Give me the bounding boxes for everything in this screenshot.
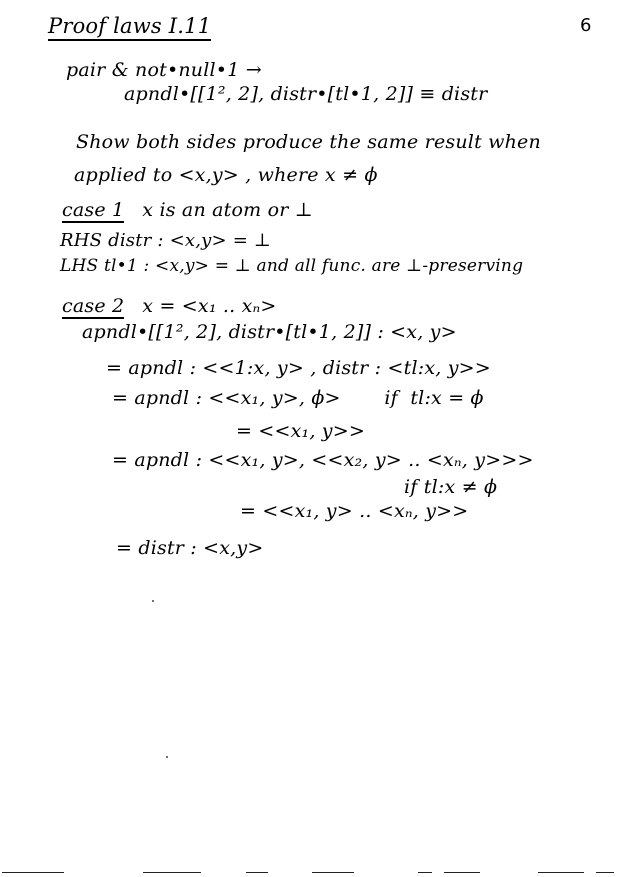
case-2-step: = apndl : <<x₁, y>, ϕ> if tl:x = ϕ <box>112 387 484 409</box>
case-2-label: case 2 <box>62 295 125 317</box>
intro-line-2: applied to <x,y> , where x ≠ ϕ <box>74 164 378 186</box>
case-1-lhs: LHS tl•1 : <x,y> = ⊥ and all func. are ⊥-preserving <box>60 256 524 276</box>
case-2-conclusion: = distr : <x,y> <box>116 537 264 559</box>
ink-speck <box>166 756 168 758</box>
scan-edge-mark <box>246 872 268 873</box>
case-1-condition: x is an atom or ⊥ <box>142 199 313 221</box>
case-2-step: = <<x₁, y>> <box>236 420 365 442</box>
case-1-rhs: RHS distr : <x,y> = ⊥ <box>60 230 272 251</box>
case-2-step: = apndl : <<1:x, y> , distr : <tl:x, y>> <box>106 357 491 379</box>
case-2-condition: x = <x₁ .. xₙ> <box>142 295 277 317</box>
case-1-heading <box>62 198 313 222</box>
law-equation: apndl•[[1², 2], distr•[tl•1, 2]] ≡ distr <box>124 83 488 105</box>
law-premise: pair & not•null•1 → <box>66 59 262 81</box>
page-number: 6 <box>580 15 592 36</box>
case-2-condition-note: if tl:x ≠ ϕ <box>404 476 498 498</box>
intro-line-1: Show both sides produce the same result when <box>76 131 541 153</box>
page-title: Proof laws I.11 <box>48 14 211 41</box>
ink-speck <box>152 600 154 602</box>
case-2-step: = <<x₁, y> .. <xₙ, y>> <box>240 500 469 522</box>
scan-edge-mark <box>418 872 432 873</box>
case-2-heading <box>62 294 277 318</box>
scan-edge-mark <box>538 872 584 873</box>
scan-edge-mark <box>596 872 614 873</box>
scan-edge-mark <box>444 872 480 873</box>
scan-edge-mark <box>312 872 354 873</box>
scan-edge-mark <box>2 872 64 873</box>
case-1-label: case 1 <box>62 199 125 221</box>
case-2-step: apndl•[[1², 2], distr•[tl•1, 2]] : <x, y> <box>82 321 457 343</box>
scan-edge-mark <box>143 872 201 873</box>
case-2-step: = apndl : <<x₁, y>, <<x₂, y> .. <xₙ, y>>> <box>112 449 534 471</box>
